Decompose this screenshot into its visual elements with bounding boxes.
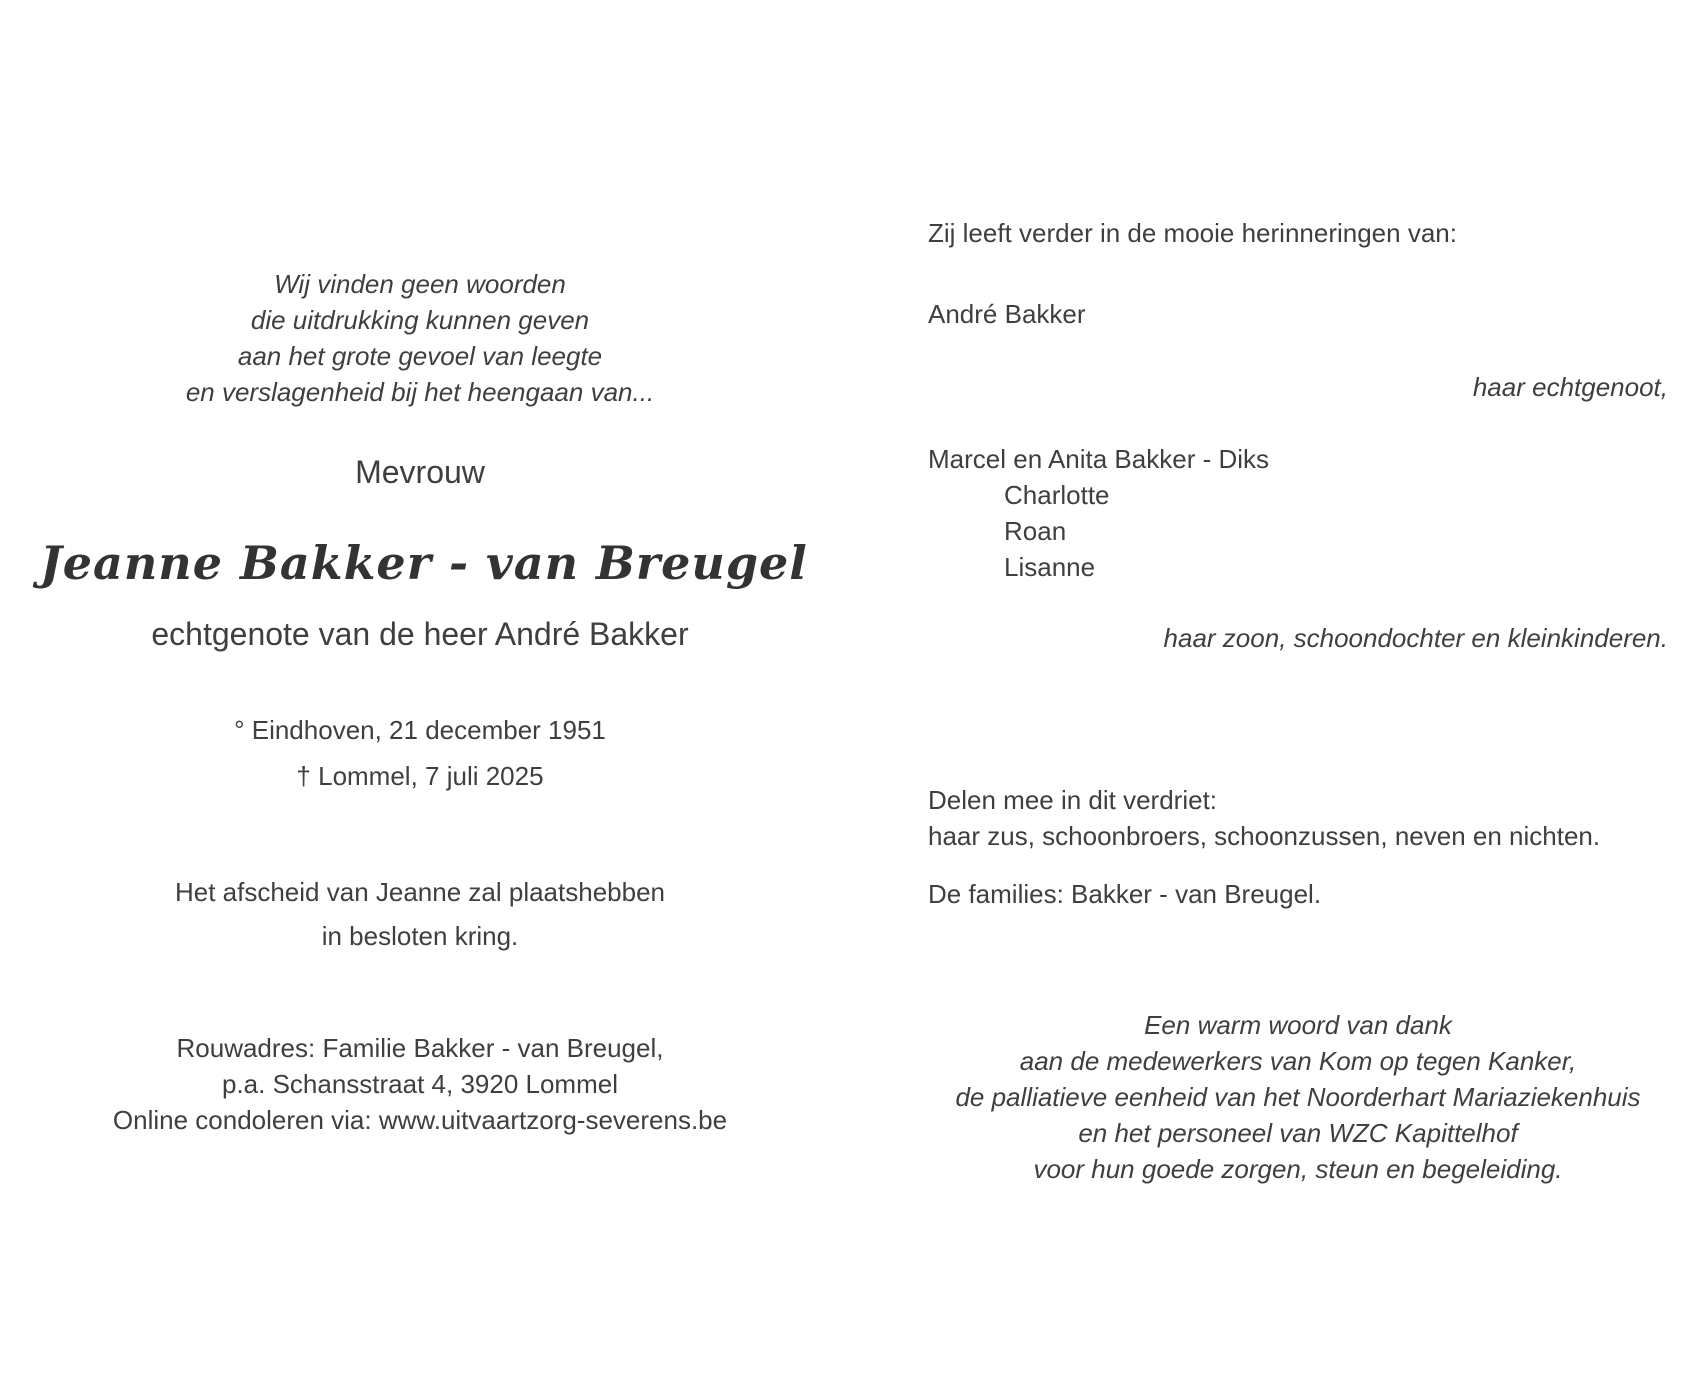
farewell-notice <box>120 870 720 958</box>
share-grief-line: haar zus, schoonbroers, schoonzussen, neven en nichten. <box>928 821 1601 851</box>
memories-intro: Zij leeft verder in de mooie herinneringen van: <box>928 218 1457 248</box>
share-grief-line: Delen mee in dit verdriet: <box>928 785 1218 815</box>
thanks-note <box>928 1007 1668 1187</box>
spouse-line: echtgenote van de heer André Bakker <box>151 616 689 652</box>
spouse-name: André Bakker <box>928 299 1086 329</box>
address-line: Rouwadres: Familie Bakker - van Breugel, <box>176 1033 664 1063</box>
thanks-line: de palliatieve eenheid van het Noorderhart Mariaziekenhuis <box>955 1082 1641 1112</box>
poem-line: die uitdrukking kunnen geven <box>250 305 590 335</box>
poem-line: en verslagenheid bij het heengaan van... <box>185 377 655 407</box>
farewell-line: in besloten kring. <box>321 921 519 951</box>
thanks-line: Een warm woord van dank <box>1144 1010 1452 1040</box>
families-line: De families: Bakker - van Breugel. <box>928 879 1322 909</box>
grandchild-name: Roan <box>1004 516 1067 546</box>
share-grief <box>928 782 1600 854</box>
poem-line: Wij vinden geen woorden <box>274 269 566 299</box>
grandchild-name: Lisanne <box>1004 552 1096 582</box>
poem-line: aan het grote gevoel van leegte <box>237 341 603 371</box>
spouse-role: haar echtgenoot, <box>1472 372 1668 402</box>
birth-date-place: ° Eindhoven, 21 december 1951 <box>234 715 606 745</box>
deceased-name: Jeanne Bakker - van Breugel <box>40 536 808 590</box>
thanks-line: aan de medewerkers van Kom op tegen Kanker, <box>1019 1046 1577 1076</box>
condolence-website: Online condoleren via: www.uitvaartzorg-severens.be <box>112 1105 728 1135</box>
family-list <box>928 441 1269 585</box>
thanks-line: voor hun goede zorgen, steun en begeleiding. <box>1033 1154 1563 1184</box>
address-line: p.a. Schansstraat 4, 3920 Lommel <box>221 1069 618 1099</box>
salutation: Mevrouw <box>355 454 485 490</box>
farewell-line: Het afscheid van Jeanne zal plaatshebben <box>174 877 665 907</box>
grandchild-name: Charlotte <box>1004 480 1110 510</box>
death-date-place: † Lommel, 7 juli 2025 <box>296 761 544 791</box>
thanks-line: en het personeel van WZC Kapittelhof <box>1078 1118 1518 1148</box>
son-couple: Marcel en Anita Bakker - Diks <box>928 444 1270 474</box>
mourning-address <box>60 1030 780 1138</box>
opening-poem <box>120 266 720 410</box>
family-role: haar zoon, schoondochter en kleinkinderen. <box>1163 623 1668 653</box>
